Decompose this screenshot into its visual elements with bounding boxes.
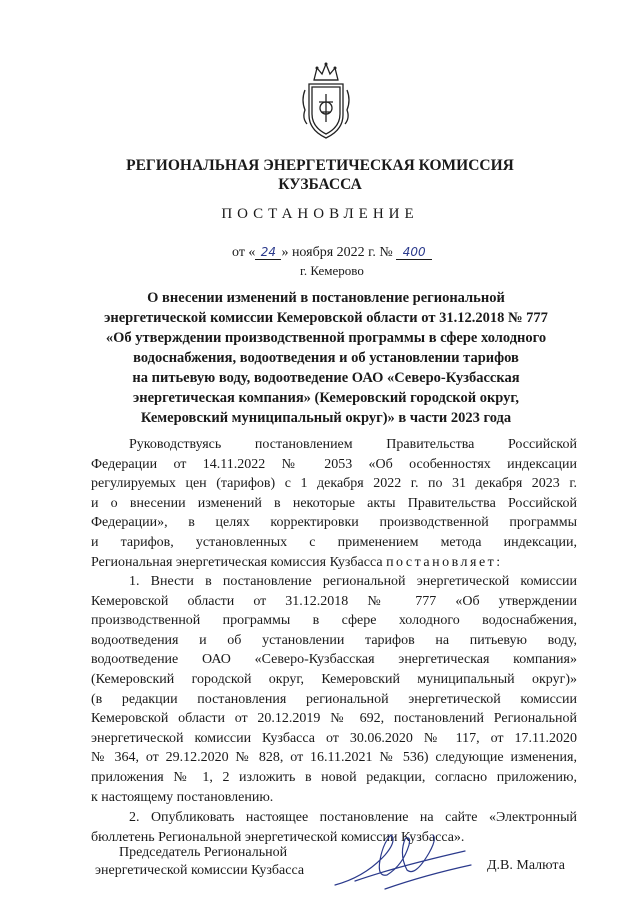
preamble-line: регулируемых цен (тарифов) с 1 декабря 2022 г. по 31 декабря 2023 г.	[91, 476, 577, 492]
date-day: 24	[255, 245, 281, 260]
item-1-line: водоотведение ОАО «Северо-Кузбасская энергетическая компания»	[91, 652, 577, 668]
document-type: ПОСТАНОВЛЕНИЕ	[221, 206, 419, 222]
preamble-line: и тарифов, установленных с применением метода индексации,	[91, 534, 577, 550]
item-1-line: к настоящему постановлению.	[91, 789, 274, 805]
preamble-line: Федерации от 14.11.2022 № 2053 «Об особенностях индексации	[91, 456, 577, 472]
item-2-line: 2. Опубликовать настоящее постановление на сайте «Электронный	[129, 810, 577, 825]
date-prefix: от «	[232, 245, 256, 260]
org-line-1: РЕГИОНАЛЬНАЯ ЭНЕРГЕТИЧЕСКАЯ КОМИССИЯ	[126, 157, 514, 174]
date-middle: » ноября 2022 г. №	[281, 245, 393, 260]
subject-line: О внесении изменений в постановление региональной	[147, 290, 505, 306]
item-1-line: Кемеровской области от 20.12.2019 № 692, постановлений Региональной	[91, 711, 577, 727]
preamble-last-line	[91, 553, 577, 573]
preamble-line: и о внесении изменений в некоторые акты Правительства Российской	[91, 495, 577, 511]
subject-line: энергетической комиссии Кемеровской области от 31.12.2018 № 777	[104, 310, 548, 326]
document-number: 400	[396, 245, 432, 260]
item-1-line: (в редакции постановления региональной энергетической комиссии	[91, 691, 577, 707]
coat-of-arms-icon	[297, 60, 355, 142]
item-1-line: (Кемеровский городской округ, Кемеровский муниципальный округ)»	[91, 671, 577, 687]
preamble-line: Федерации», в целях корректировки производственной программы	[91, 515, 577, 531]
item-1-line: № 364, от 29.12.2020 № 828, от 16.11.2021 № 536) следующие изменения,	[91, 750, 577, 766]
preamble-line: Руководствуясь постановлением Правительства Российской	[129, 437, 577, 452]
document-subject	[82, 288, 570, 428]
item-2-line: бюллетень Региональной энергетической комиссии Кузбасса».	[91, 829, 465, 845]
item-1-paragraph	[91, 572, 577, 807]
preamble-paragraph	[91, 435, 577, 572]
org-line-2: КУЗБАССА	[278, 176, 362, 193]
organization-name	[0, 156, 640, 194]
city: г. Кемерово	[300, 263, 364, 278]
preamble-verb: постановляет:	[386, 554, 503, 570]
item-1-line: энергетической комиссии Кузбасса от 30.06.2020 № 117, от 17.11.2020	[91, 730, 577, 746]
signatory-name: Д.В. Малюта	[487, 858, 565, 873]
item-1-line: Кемеровской области от 31.12.2018 № 777 «Об утверждении	[91, 593, 577, 609]
subject-line: Кемеровский муниципальный округ)» в части 2023 года	[140, 410, 512, 426]
subject-line: энергетическая компания» (Кемеровский городской округ,	[132, 390, 519, 406]
handwritten-signature-icon	[325, 815, 475, 895]
subject-line: «Об утверждении производственной программы в сфере холодного	[105, 330, 547, 346]
position-line-2: энергетической комиссии Кузбасса	[95, 863, 305, 878]
item-1-line: производственной программы в сфере холодного водоснабжения,	[91, 613, 577, 629]
signatory-position	[95, 844, 304, 880]
position-line-1: Председатель Региональной	[119, 845, 288, 860]
date-line	[232, 245, 432, 261]
preamble-line: Региональная энергетическая комиссия Кузбасса	[91, 554, 383, 570]
item-1-line: приложения № 1, 2 изложить в новой редакции, согласно приложению,	[91, 769, 577, 785]
subject-line: водоснабжения, водоотведения и об установлении тарифов	[133, 350, 519, 366]
item-1-line: 1. Внести в постановление региональной энергетической комиссии	[129, 574, 577, 589]
subject-line: на питьевую воду, водоотведение ОАО «Северо-Кузбасская	[132, 370, 520, 386]
item-1-line: водоотведения и об установлении тарифов на питьевую воду,	[91, 632, 577, 648]
